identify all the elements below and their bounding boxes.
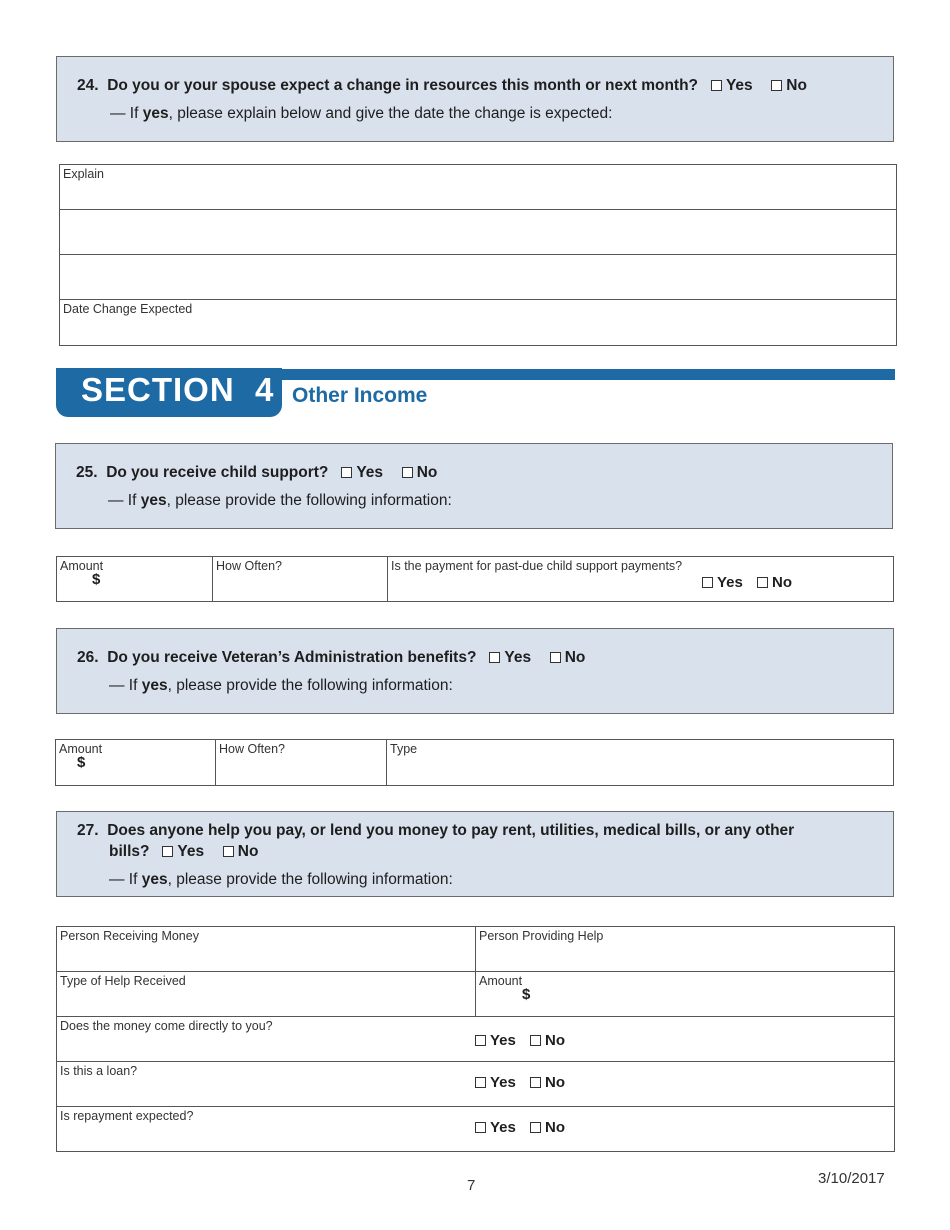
person-providing-help-field[interactable] [476,927,895,972]
no-checkbox[interactable] [530,1122,541,1133]
section-label: SECTION 4 [56,368,282,417]
question-25-instruction: — If yes, please provide the following information: [108,492,452,509]
question-text: Does anyone help you pay, or lend you money to pay rent, utilities, medical bills, or any other [107,822,795,839]
explain-table [59,164,897,346]
yes-checkbox[interactable] [475,1035,486,1046]
child-support-table [56,556,894,602]
no-checkbox[interactable] [223,846,234,857]
question-27-box [56,811,894,897]
question-25-box [55,443,893,529]
how-often-field[interactable] [216,740,387,786]
question-number: 26. [77,649,99,666]
no-label: No [564,649,586,666]
question-27-line-1 [77,822,794,840]
type-field[interactable] [387,740,894,786]
question-text-continued: bills? [109,843,150,860]
amount-field[interactable] [476,972,895,1017]
how-often-label: How Often? [216,559,283,573]
yes-checkbox[interactable] [162,846,173,857]
yes-label: Yes [490,1074,516,1091]
explain-field-line-3[interactable] [60,255,897,300]
no-label: No [545,1074,566,1091]
question-25-line [76,464,447,482]
how-often-label: How Often? [219,742,286,756]
yes-label: Yes [356,464,384,481]
amount-field[interactable] [57,557,213,602]
date-change-expected-label: Date Change Expected [63,302,193,316]
question-text: Do you receive child support? [106,464,329,481]
yes-checkbox[interactable] [475,1122,486,1133]
no-checkbox[interactable] [771,80,782,91]
dollar-sign: $ [92,571,101,588]
how-often-field[interactable] [213,557,388,602]
question-26-instruction: — If yes, please provide the following information: [109,677,453,694]
question-27-instruction: — If yes, please provide the following information: [109,871,453,888]
money-direct-label: Does the money come directly to you? [60,1019,273,1033]
yes-label: Yes [504,649,532,666]
no-label: No [545,1119,566,1136]
question-number: 25. [76,464,98,481]
question-24-box [56,56,894,142]
yes-checkbox[interactable] [702,577,713,588]
date-change-expected-field[interactable] [60,300,897,346]
no-checkbox[interactable] [402,467,413,478]
page-number: 7 [467,1177,476,1194]
yes-checkbox[interactable] [711,80,722,91]
explain-label: Explain [63,167,104,181]
explain-field[interactable] [60,165,897,210]
no-checkbox[interactable] [550,652,561,663]
no-checkbox[interactable] [530,1077,541,1088]
explain-field-line-2[interactable] [60,210,897,255]
no-label: No [416,464,438,481]
amount-field[interactable] [56,740,216,786]
loan-row [57,1062,895,1107]
past-due-yes-no [702,574,802,591]
va-benefits-table [55,739,894,786]
yes-label: Yes [490,1119,516,1136]
yes-label: Yes [725,77,753,94]
question-27-line-2 [109,843,268,861]
type-of-help-label: Type of Help Received [60,974,186,988]
yes-checkbox[interactable] [475,1077,486,1088]
past-due-field [388,557,894,602]
yes-label: Yes [717,574,743,591]
yes-label: Yes [490,1032,516,1049]
loan-label: Is this a loan? [60,1064,138,1078]
dollar-sign: $ [77,754,86,771]
yes-checkbox[interactable] [341,467,352,478]
section-title: Other Income [292,384,428,407]
person-receiving-money-field[interactable] [57,927,476,972]
amount-label: Amount [479,974,523,988]
past-due-label: Is the payment for past-due child support payments? [391,559,683,573]
question-text: Do you or your spouse expect a change in resources this month or next month? [107,77,699,94]
revision-date: 3/10/2017 [818,1170,885,1187]
no-label: No [545,1032,566,1049]
person-providing-help-label: Person Providing Help [479,929,604,943]
help-paying-table [56,926,895,1152]
no-checkbox[interactable] [757,577,768,588]
question-26-box [56,628,894,714]
yes-checkbox[interactable] [489,652,500,663]
question-number: 27. [77,822,99,839]
amount-label: Amount [59,742,103,756]
repayment-label: Is repayment expected? [60,1109,194,1123]
money-direct-row [57,1017,895,1062]
money-direct-yes-no [475,1032,575,1049]
no-label: No [237,843,259,860]
question-24-line [77,77,817,95]
yes-label: Yes [177,843,205,860]
question-24-instruction: — If yes, please explain below and give the date the change is expected: [110,105,613,122]
question-number: 24. [77,77,99,94]
question-text: Do you receive Veteran’s Administration benefits? [107,649,477,666]
question-26-line [77,649,595,667]
person-receiving-money-label: Person Receiving Money [60,929,199,943]
amount-label: Amount [60,559,104,573]
no-label: No [772,574,793,591]
repayment-yes-no [475,1119,575,1136]
type-of-help-field[interactable] [57,972,476,1017]
dollar-sign: $ [522,986,531,1003]
section-header-bar [282,369,895,380]
no-checkbox[interactable] [530,1035,541,1046]
no-label: No [786,77,807,94]
loan-yes-no [475,1074,575,1091]
repayment-row [57,1107,895,1152]
type-label: Type [390,742,418,756]
